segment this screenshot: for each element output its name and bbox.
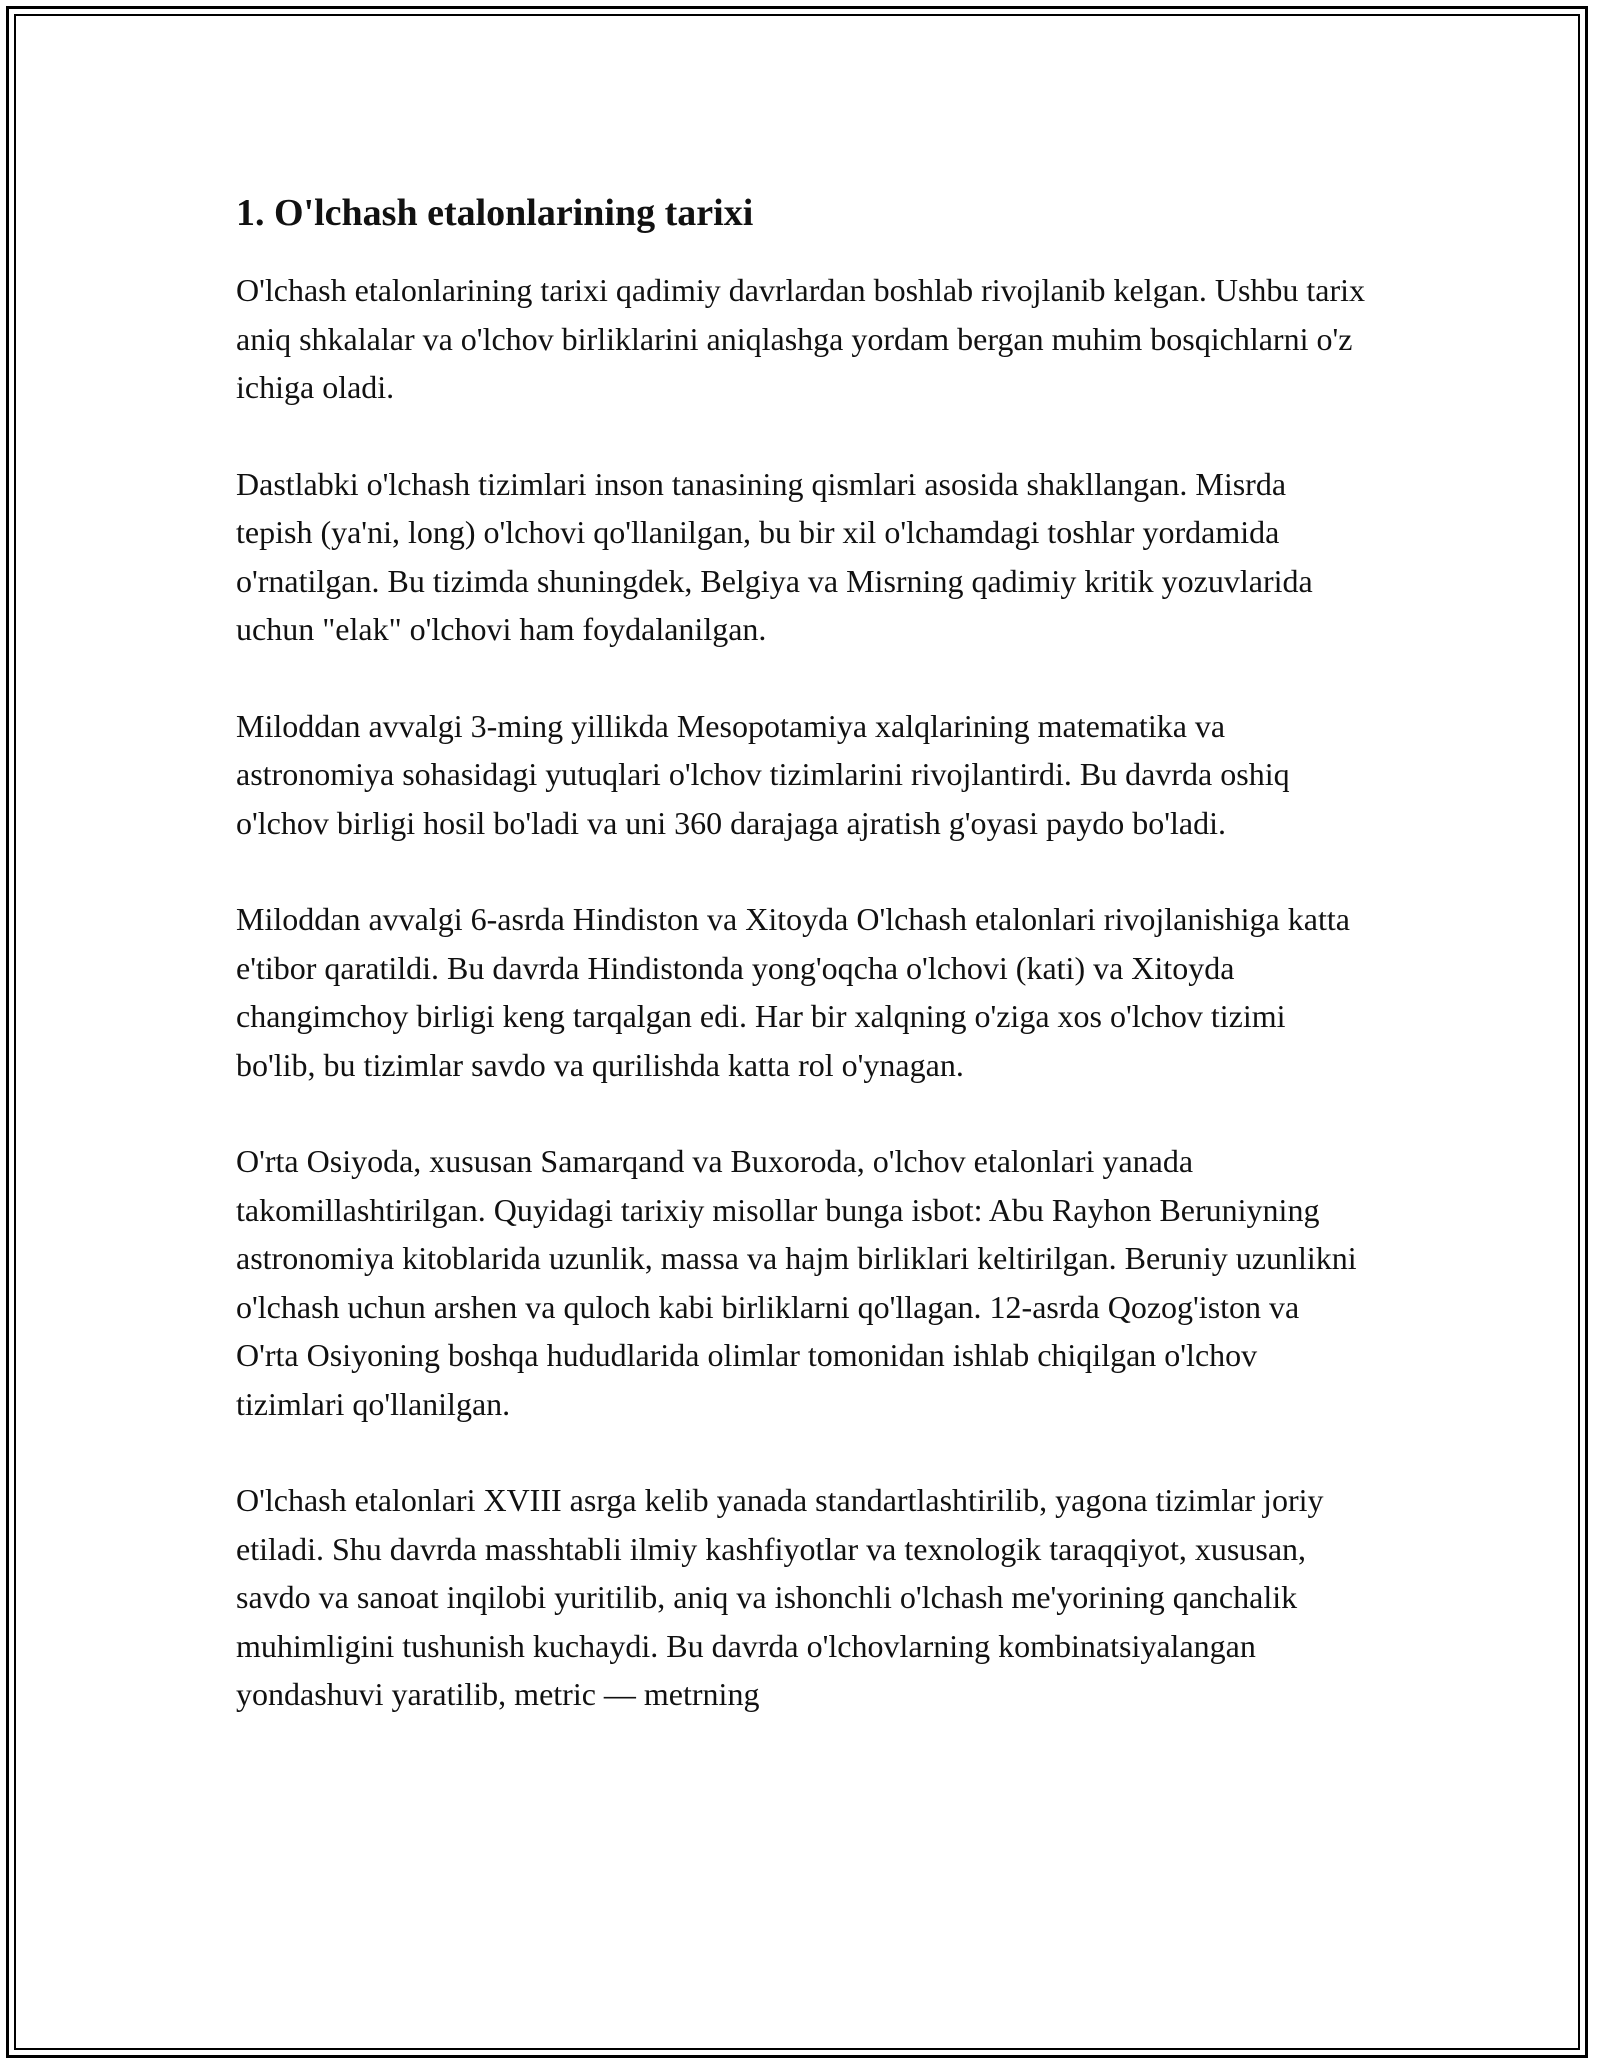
- paragraph-3: Miloddan avvalgi 3-ming yillikda Mesopotamiya xalqlarining matematika va astronomiya sohasidagi yutuqlari o'lchov tizimlarini rivojlantirdi. Bu davrda oshiq o'lchov birligi hosil bo'ladi va uni 360 darajaga ajratish g'oyasi paydo bo'ladi.: [236, 707, 1290, 841]
- page-title: 1. O'lchash etalonlarining tarixi: [236, 192, 754, 234]
- document-body: [236, 186, 1366, 1767]
- paragraph-4: Miloddan avvalgi 6-asrda Hindiston va Xitoyda O'lchash etalonlari rivojlanishiga katta e'tibor qaratildi. Bu davrda Hindistonda yong'oqcha o'lchovi (kati) va Xitoyda changimchoy birligi keng tarqalgan edi. Har bir xalqning o'ziga xos o'lchov tizimi bo'lib, bu tizimlar savdo va qurilishda katta rol o'ynagan.: [236, 901, 1350, 1083]
- paragraph-5: O'rta Osiyoda, xususan Samarqand va Buxoroda, o'lchov etalonlari yanada takomillashtirilgan. Quyidagi tarixiy misollar bunga isbot: Abu Rayhon Beruniyning astronomiya kitoblarida uzunlik, massa va hajm birliklari keltirilgan. Beruniy uzunlikni o'lchash uchun arshen va quloch kabi birliklarni qo'llagan. 12-asrda Qozog'iston va O'rta Osiyoning boshqa hududlarida olimlar tomonidan ishlab chiqilgan o'lchov tizimlari qo'llanilgan.: [236, 1143, 1357, 1422]
- paragraph-1: O'lchash etalonlarining tarixi qadimiy davrlardan boshlab rivojlanib kelgan. Ushbu tarix aniq shkalalar va o'lchov birliklarini aniqlashga yordam bergan muhim bosqichlarni o'z ichiga oladi.: [236, 272, 1366, 405]
- paragraph-6: O'lchash etalonlari XVIII asrga kelib yanada standartlashtirilib, yagona tizimlar joriy etiladi. Shu davrda masshtabli ilmiy kashfiyotlar va texnologik taraqqiyot, xususan, savdo va sanoat inqilobi yuritilib, aniq va ishonchli o'lchash me'yorining qanchalik muhimligini tushunish kuchaydi. Bu davrda o'lchovlarning kombinatsiyalangan yondashuvi yaratilib, metric — metrning: [236, 1482, 1324, 1712]
- paragraph-2: Dastlabki o'lchash tizimlari inson tanasining qismlari asosida shakllangan. Misrda tepish (ya'ni, long) o'lchovi qo'llanilgan, bu bir xil o'lchamdagi toshlar yordamida o'rnatilgan. Bu tizimda shuningdek, Belgiya va Misrning qadimiy kritik yozuvlarida uchun "elak" o'lchovi ham foydalanilgan.: [236, 465, 1313, 647]
